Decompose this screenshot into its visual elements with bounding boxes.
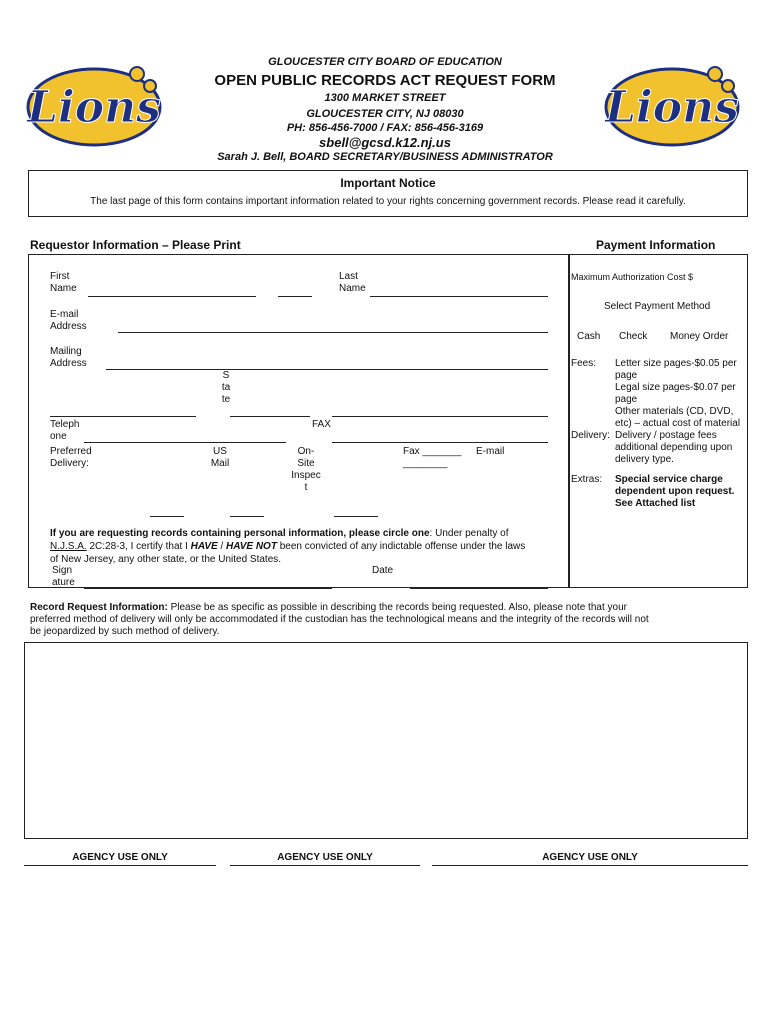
us-mail-checkline[interactable]	[150, 516, 184, 517]
preferred-delivery-label: Preferred Delivery:	[50, 446, 92, 469]
contact-email[interactable]: sbell@gcsd.k12.nj.us	[319, 135, 451, 150]
first-name-field[interactable]	[88, 296, 256, 297]
state-label: S ta te	[221, 370, 231, 405]
lions-logo-right	[600, 52, 740, 152]
org-name: GLOUCESTER CITY BOARD OF EDUCATION	[268, 56, 502, 68]
agency-use-1: AGENCY USE ONLY	[24, 852, 216, 866]
date-label: Date	[372, 565, 394, 576]
money-order-option[interactable]: Money Order	[670, 331, 729, 342]
fees-label: Fees:	[571, 358, 597, 369]
form-title: OPEN PUBLIC RECORDS ACT REQUEST FORM	[214, 72, 556, 89]
fees-details: Letter size pages-$0.05 per page Legal size pages-$0.07 per page Other materials (CD, DVD, etc) – actual cost of material	[615, 358, 741, 429]
fax-email-checkline[interactable]	[334, 516, 378, 517]
extras-label: Extras:	[571, 474, 603, 485]
lions-logo-left	[22, 52, 162, 152]
mailing-address-label: Mailing Address	[50, 346, 87, 369]
fax-label: FAX	[312, 419, 331, 430]
city-field[interactable]	[50, 416, 196, 417]
contact-name: Sarah J. Bell, BOARD SECRETARY/BUSINESS ADMINISTRATOR	[217, 151, 553, 163]
on-site-checkline[interactable]	[230, 516, 264, 517]
max-authorization-cost: Maximum Authorization Cost $	[571, 272, 694, 282]
middle-initial-field[interactable]	[278, 296, 312, 297]
zip-field[interactable]	[332, 416, 548, 417]
fax-field[interactable]	[332, 442, 548, 443]
important-notice-box	[28, 170, 748, 217]
cash-option[interactable]: Cash	[577, 331, 601, 342]
svg-text:Lions: Lions	[605, 82, 739, 133]
certification-line-1: If you are requesting records containing personal information, please circle one: Under penalty of	[50, 528, 509, 539]
have-not-option[interactable]: HAVE NOT	[226, 541, 277, 552]
svg-text:Lions: Lions	[27, 82, 161, 133]
record-request-box[interactable]	[24, 642, 748, 839]
first-name-label: First Name	[50, 271, 77, 294]
agency-use-3: AGENCY USE ONLY	[432, 852, 748, 866]
record-request-label: Record Request Information:	[30, 602, 168, 613]
telephone-label: Teleph one	[50, 419, 80, 442]
on-site-inspect-option[interactable]: On- Site Inspec t	[291, 446, 321, 493]
agency-use-2: AGENCY USE ONLY	[230, 852, 420, 866]
delivery-details: Delivery / postage fees additional depending upon delivery type.	[615, 430, 733, 465]
mailing-address-field[interactable]	[106, 369, 548, 370]
email-label: E-mail Address	[50, 309, 87, 332]
telephone-field[interactable]	[84, 442, 286, 443]
certification-line-2: N.J.S.A. 2C:28-3, I certify that I HAVE / HAVE NOT been convicted of any indictable offense under the laws	[50, 541, 526, 552]
payment-heading: Payment Information	[596, 238, 716, 252]
extras-details: Special service charge dependent upon request. See Attached list	[615, 474, 735, 509]
signature-field[interactable]	[84, 588, 332, 589]
notice-title: Important Notice	[340, 176, 436, 190]
certification-line-3: of New Jersey, any other state, or the United States.	[50, 554, 282, 565]
phone-fax: PH: 856-456-7000 / FAX: 856-456-3169	[286, 122, 484, 134]
date-field[interactable]	[410, 588, 548, 589]
notice-text: The last page of this form contains important information related to your rights concerning government records. Please read it carefully.	[90, 196, 686, 207]
signature-label: Sign ature	[52, 565, 75, 588]
record-request-text: Record Request Information: Please be as specific as possible in describing the records being requested. Also, please note that your preferred method of delivery will only be accommodated if the custodian has the technological means and the integrity of the records will not be jeopardized by such method of delivery.	[30, 602, 649, 637]
last-name-label: Last Name	[339, 271, 366, 294]
email-delivery-option[interactable]: E-mail	[476, 446, 505, 457]
last-name-field[interactable]	[370, 296, 548, 297]
street-address: 1300 MARKET STREET	[324, 92, 446, 104]
city-address: GLOUCESTER CITY, NJ 08030	[306, 108, 464, 120]
have-option[interactable]: HAVE	[190, 541, 218, 552]
requestor-heading: Requestor Information – Please Print	[30, 238, 241, 252]
email-address-field[interactable]	[118, 332, 548, 333]
fax-delivery-option[interactable]: Fax _______ ________	[403, 446, 462, 469]
delivery-label: Delivery:	[571, 430, 610, 441]
state-field[interactable]	[230, 416, 310, 417]
select-payment-method: Select Payment Method	[604, 301, 711, 312]
check-option[interactable]: Check	[619, 331, 648, 342]
us-mail-option[interactable]: US Mail	[210, 446, 230, 469]
